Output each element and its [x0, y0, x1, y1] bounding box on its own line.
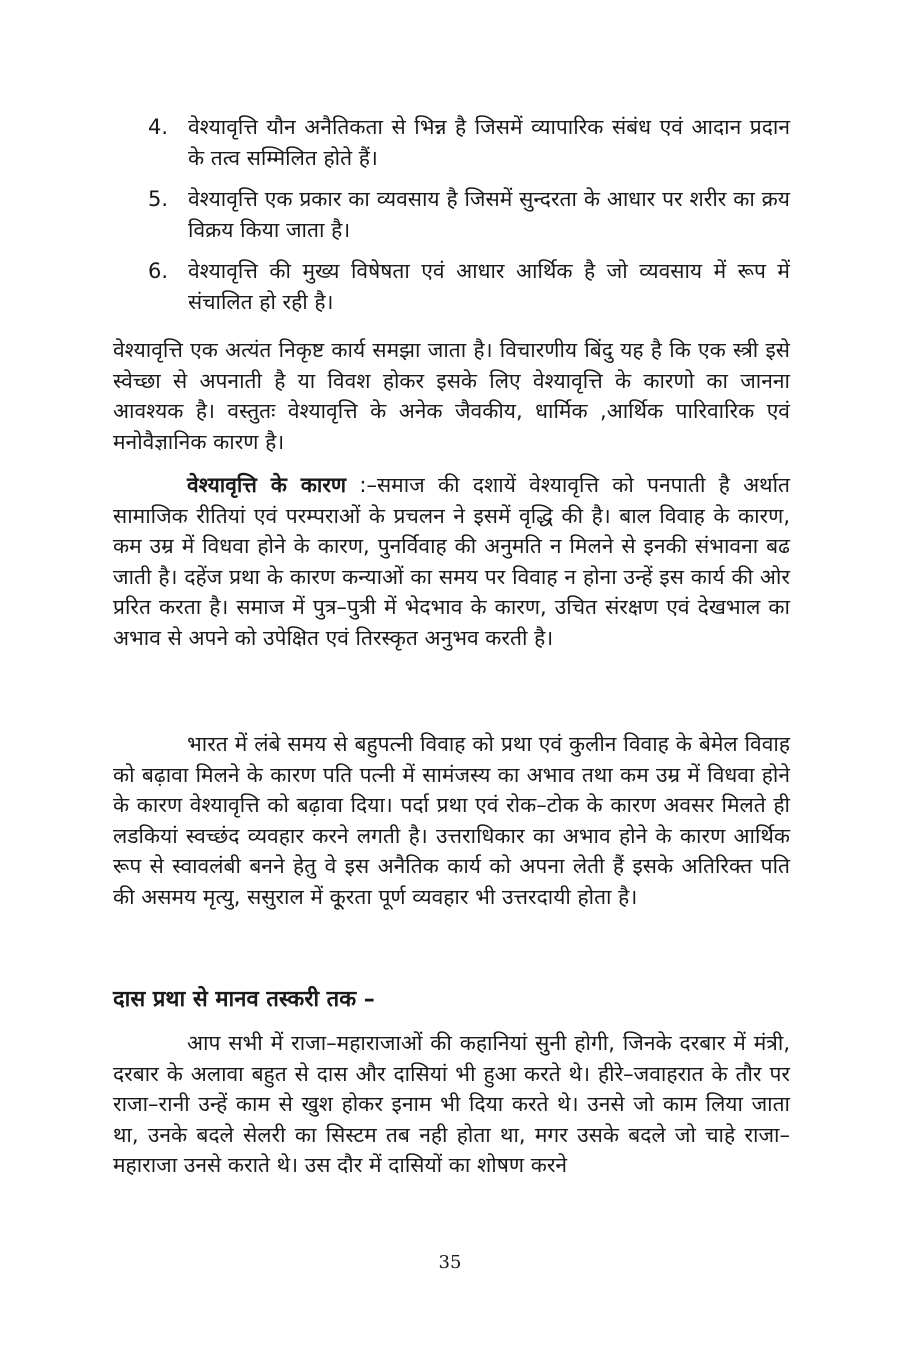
- paragraph-slavery: आप सभी में राजा–महाराजाओं की कहानियां सुनी होगी, जिनके दरबार में मंत्री, दरबार के अलावा बहुत से दास और दासियां भी हुआ करते थे। हीरे–जवाहरात के तौर पर राजा–रानी उन्हें काम से खुश होकर इनाम भी दिया करते थे। उनसे जो काम लिया जाता था, उनके बदले सेलरी का सिस्टम तब नही होता था, मगर उसके बदले जो चाहे राजा–महाराजा उनसे कराते थे। उस दौर में दासियों का शोषण करने: [113, 1031, 790, 1177]
- list-item-number: 5.: [148, 187, 169, 211]
- list-item: [148, 256, 790, 318]
- list-item: [148, 112, 790, 174]
- list-item-number: 4.: [148, 115, 169, 139]
- list-item: [148, 184, 790, 246]
- list-item-text: वेश्यावृत्ति की मुख्य विषेषता एवं आधार आर्थिक है जो व्यवसाय में रूप में संचालित हो रही है।: [188, 259, 790, 314]
- list-item-number: 6.: [148, 259, 169, 283]
- section-heading: दास प्रथा से मानव तस्करी तक –: [113, 987, 375, 1012]
- numbered-list: [148, 112, 790, 328]
- paragraph-intro: वेश्यावृत्ति एक अत्यंत निकृष्ट कार्य समझा जाता है। विचारणीय बिंदु यह है कि एक स्त्री इसे स्वेच्छा से अपनाती है या विवश होकर इसके लिए वेश्यावृत्ति के कारणो का जानना आवश्यक है। वस्तुतः वेश्यावृत्ति के अनेक जैवकीय, धार्मिक ,आर्थिक पारिवारिक एवं मनोवैज्ञानिक कारण है।: [113, 338, 790, 454]
- list-item-text: वेश्यावृत्ति एक प्रकार का व्यवसाय है जिसमें सुन्दरता के आधार पर शरीर का क्रय विक्रय किया जाता है।: [188, 187, 790, 242]
- paragraph-india: भारत में लंबे समय से बहुपत्नी विवाह को प्रथा एवं कुलीन विवाह के बेमेल विवाह को बढ़ावा मिलने के कारण पति पत्नी में सामंजस्य का अभाव तथा कम उम्र में विधवा होने के कारण वेश्यावृत्ति को बढ़ावा दिया। पर्दा प्रथा एवं रोक–टोक के कारण अवसर मिलते ही लडकियां स्वच्छंद व्यवहार करने लगती है। उत्तराधिकार का अभाव होने के कारण आर्थिक रूप से स्वावलंबी बनने हेतु वे इस अनैतिक कार्य को अपना लेती हैं इसके अतिरिक्त पति की असमय मृत्यु, ससुराल में कू्रता पूर्ण व्यवहार भी उत्तरदायी होता है।: [113, 732, 790, 909]
- paragraph-causes-lead: वेश्यावृत्ति के कारण: [187, 473, 347, 497]
- paragraph-causes-text: :–समाज की दशायें वेश्यावृत्ति को पनपाती है अर्थात सामाजिक रीतियां एवं परम्पराओं के प्रचलन ने इसमें वृद्धि की है। बाल विवाह के कारण, कम उम्र में विधवा होने के कारण, पुनर्विवाह की अनुमति न मिलने से इनकी संभावना बढ जाती है। दहेंज प्रथा के कारण कन्याओं का समय पर विवाह न होना उन्हें इस कार्य की ओर प्ररित करता है। समाज में पुत्र–पुत्री में भेदभाव के कारण, उचित संरक्षण एवं देखभाल का अभाव से अपने को उपेक्षित एवं तिरस्कृत अनुभव करती है।: [113, 473, 791, 650]
- paragraph-causes: [113, 470, 790, 653]
- page-number: 35: [438, 1252, 462, 1273]
- list-item-text: वेश्यावृत्ति यौन अनैतिकता से भिन्न है जिसमें व्यापारिक संबंध एवं आदान प्रदान के तत्व सम्मिलित होते हैं।: [188, 115, 790, 170]
